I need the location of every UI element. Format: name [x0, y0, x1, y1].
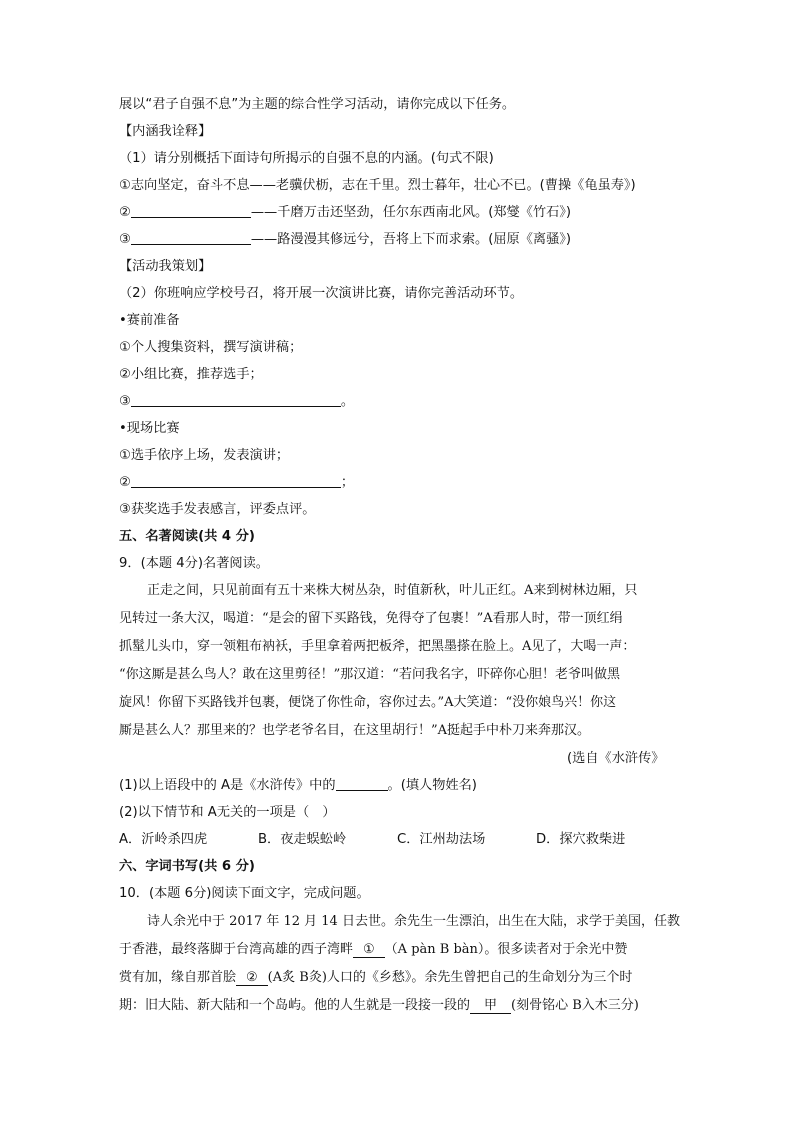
intro-text: 展以“君子自强不息”为主题的综合性学习活动，请你完成以下任务。: [119, 97, 516, 112]
bullet-heading-live: •现场比赛: [119, 421, 180, 436]
text-segment: (刻骨铭心 B入木三分): [511, 998, 639, 1013]
passage-line: 厮是甚么人？那里来的？也学老爷名目，在这里胡行！”A挺起手中朴刀来奔那汉。: [119, 723, 591, 738]
option-a[interactable]: A．沂岭杀四虎: [119, 832, 208, 847]
blank-marker-1[interactable]: ①: [353, 942, 385, 958]
text-line: [119, 969, 632, 987]
heading-neihan: 【内涵我诠释】: [119, 124, 212, 139]
answer-blank[interactable]: [131, 474, 341, 488]
question-text: 。(填人物姓名): [387, 778, 477, 793]
options-row: [119, 831, 625, 849]
item-number: ②: [119, 475, 131, 490]
punctuation: 。: [340, 394, 355, 409]
live-step-2: [119, 474, 354, 492]
passage-line: “你这厮是甚么鸟人？敢在这里剪径！”那汉道：“若问我名字，吓碎你心胆！老爷叫做黑: [119, 667, 620, 682]
text-segment: 赏有加，缘自那首脍: [119, 970, 237, 985]
option-b[interactable]: B．夜走蜈蚣岭: [258, 832, 347, 847]
passage-line: 见转过一条大汉，喝道：“是会的留下买路钱，免得夺了包裹！”A看那人时，带一顶红绢: [119, 611, 623, 626]
prep-step-1: ①个人搜集资料，撰写演讲稿；: [119, 340, 303, 355]
item-number: ③: [119, 232, 131, 247]
passage-line: 旋风！你留下买路钱并包裹，便饶了你性命，容你过去。”A大笑道：“没你娘鸟兴！你这: [119, 695, 617, 710]
text-segment: 期：旧大陆、新大陆和一个岛屿。他的人生就是一段接一段的: [119, 998, 471, 1013]
question-1: （1）请分别概括下面诗句所揭示的自强不息的内涵。(句式不限): [119, 151, 494, 166]
poem-line-1: ①志向坚定，奋斗不息——老骥伏枥，志在千里。烈士暮年，壮心不已。(曹操《龟虽寿》): [119, 178, 636, 193]
poem-text: ——路漫漫其修远兮，吾将上下而求索。(屈原《离骚》): [250, 232, 572, 247]
text-line: 诗人余光中于 2017 年 12 月 14 日去世。余先生一生漂泊，出生在大陆，求学于美国，任教: [147, 914, 680, 929]
section-6-heading: 六、字词书写(共 6 分): [119, 859, 255, 874]
passage-line: 正走之间，只见前面有五十来株大树丛杂，时值新秋，叶儿正红。A来到树林边厢，只: [147, 583, 638, 598]
poem-line-3: [119, 231, 571, 249]
text-line: [119, 997, 639, 1015]
prep-step-2: ②小组比赛，推荐选手；: [119, 367, 263, 382]
live-step-1: ①选手依序上场，发表演讲；: [119, 448, 290, 463]
answer-blank[interactable]: [131, 231, 251, 245]
item-number: ②: [119, 205, 131, 220]
live-step-3: ③获奖选手发表感言，评委点评。: [119, 502, 316, 517]
prep-step-3: [119, 393, 354, 411]
question-9: 9．(本题 4分)名著阅读。: [119, 556, 269, 571]
question-text: (1)以上语段中的 A是《水浒传》中的: [119, 778, 336, 793]
answer-blank[interactable]: [336, 777, 388, 791]
heading-huodong: 【活动我策划】: [119, 259, 212, 274]
section-5-heading: 五、名著阅读(共 4 分): [119, 529, 255, 544]
bullet-heading-prep: •赛前准备: [119, 313, 180, 328]
question-9-1: [119, 777, 477, 795]
text-line: [119, 941, 627, 959]
poem-text: ——千磨万击还坚劲，任尔东西南北风。(郑燮《竹石》): [250, 205, 572, 220]
text-segment: 于香港，最终落脚于台湾高雄的西子湾畔: [119, 942, 354, 957]
answer-blank[interactable]: [131, 204, 251, 218]
question-10: 10．(本题 6分)阅读下面文字，完成问题。: [119, 886, 370, 901]
blank-marker-2[interactable]: ②: [236, 970, 268, 986]
option-d[interactable]: D．探穴救柴进: [536, 832, 626, 847]
punctuation: ；: [340, 475, 355, 490]
text-segment: (A炙 B灸)人口的《乡愁》。余先生曾把自己的生命划分为三个时: [267, 970, 633, 985]
item-number: ③: [119, 394, 131, 409]
passage-source: (选自《水浒传》: [567, 751, 665, 766]
option-c[interactable]: C．江州劫法场: [397, 832, 486, 847]
question-2: （2）你班响应学校号召，将开展一次演讲比赛，请你完善活动环节。: [119, 286, 524, 301]
blank-marker-3[interactable]: 甲: [470, 998, 511, 1014]
poem-line-2: [119, 204, 571, 222]
text-segment: （A pàn B bàn）。很多读者对于余光中赞: [384, 942, 628, 957]
passage-line: 抓髽儿头巾，穿一领粗布衲袄，手里拿着两把板斧，把黑墨搽在脸上。A见了，大喝一声：: [119, 639, 636, 654]
answer-blank[interactable]: [131, 393, 341, 407]
question-9-2: (2)以下情节和 A无关的一项是（ ）: [119, 805, 336, 820]
